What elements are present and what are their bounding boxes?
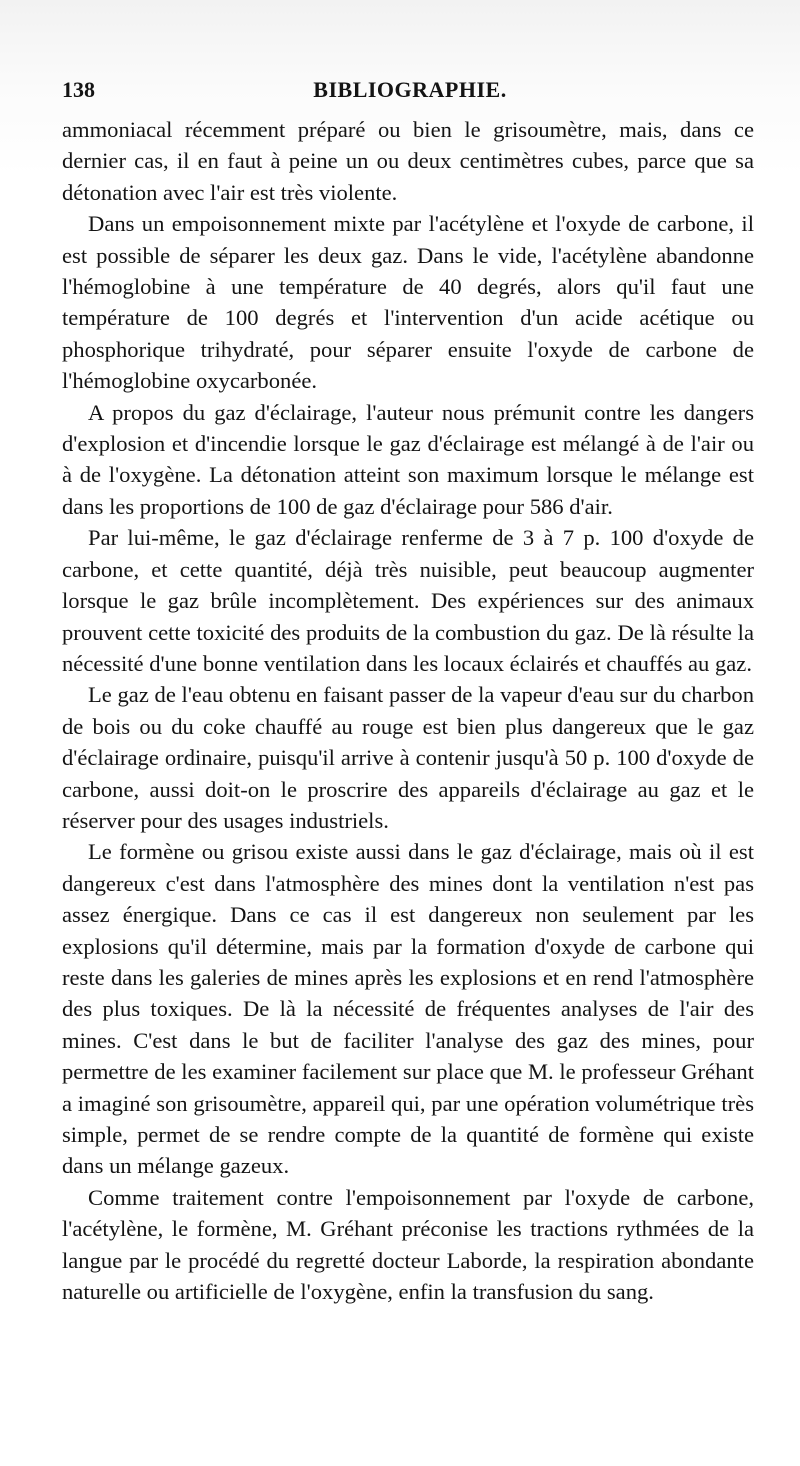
running-head: [62, 74, 758, 106]
running-title: BIBLIOGRAPHIE.: [313, 77, 507, 102]
text-body: [62, 114, 754, 1307]
paragraph-continuation: ammoniacal récemment préparé ou bien le grisoumètre, mais, dans ce dernier cas, il en faut à peine un ou deux centimètres cubes, parce que sa détonation avec l'air est très violente.: [62, 117, 754, 205]
paragraph-lighting-gas-explosion: A propos du gaz d'éclairage, l'auteur nous prémunit contre les dangers d'explosion et d'incendie lorsque le gaz d'éclairage est mélangé à de l'air ou à de l'oxygène. La détonation atteint son maximum lorsque le mélange est dans les proportions de 100 de gaz d'éclairage pour 586 d'air.: [62, 399, 754, 519]
paragraph-carbon-oxide-content: Par lui-même, le gaz d'éclairage renferme de 3 à 7 p. 100 d'oxyde de carbone, et cette quantité, déjà très nuisible, peut beaucoup augmenter lorsque le gaz brûle incomplètement. Des expériences sur des animaux prouvent cette toxicité des produits de la combustion du gaz. De là résulte la nécessité d'une bonne ventilation dans les locaux éclairés et chauffés au gaz.: [62, 525, 754, 676]
paragraph-formene-grisou: Le formène ou grisou existe aussi dans le gaz d'éclairage, mais où il est dangereux c'est dans l'atmosphère des mines dont la ventilation n'est pas assez énergique. Dans ce cas il est dangereux non seulement par les explosions qu'il détermine, mais par la formation d'oxyde de carbone qui reste dans les galeries de mines après les explosions et en rend l'atmosphère des plus toxiques. De là la nécessité de fréquentes analyses de l'air des mines. C'est dans le but de faciliter l'analyse des gaz des mines, pour permettre de les examiner facilement sur place que M. le professeur Gréhant a imaginé son grisoumètre, appareil qui, par une opération volumétrique très simple, permet de se rendre compte de la quantité de formène qui existe dans un mélange gazeux.: [62, 839, 754, 1179]
paragraph-treatment: Comme traitement contre l'empoisonnement par l'oxyde de carbone, l'acétylène, le formène, M. Gréhant préconise les tractions rythmées de la langue par le procédé du regretté docteur Laborde, la respiration abondante naturelle ou artificielle de l'oxygène, enfin la transfusion du sang.: [62, 1184, 754, 1305]
paragraph-water-gas: Le gaz de l'eau obtenu en faisant passer de la vapeur d'eau sur du charbon de bois ou du coke chauffé au rouge est bien plus dangereux que le gaz d'éclairage ordinaire, puisqu'il arrive à contenir jusqu'à 50 p. 100 d'oxyde de carbone, aussi doit-on le proscrire des appareils d'éclairage au gaz et le réserver pour des usages industriels.: [62, 682, 754, 833]
page-number: 138: [62, 77, 95, 102]
paragraph-acetylene-separation: Dans un empoisonnement mixte par l'acétylène et l'oxyde de carbone, il est possible de séparer les deux gaz. Dans le vide, l'acétylène abandonne l'hémoglobine à une température de 40 degrés, alors qu'il faut une température de 100 degrés et l'intervention d'un acide acétique ou phosphorique trihydraté, pour séparer ensuite l'oxyde de carbone de l'hémoglobine oxycarbonée.: [62, 211, 754, 394]
